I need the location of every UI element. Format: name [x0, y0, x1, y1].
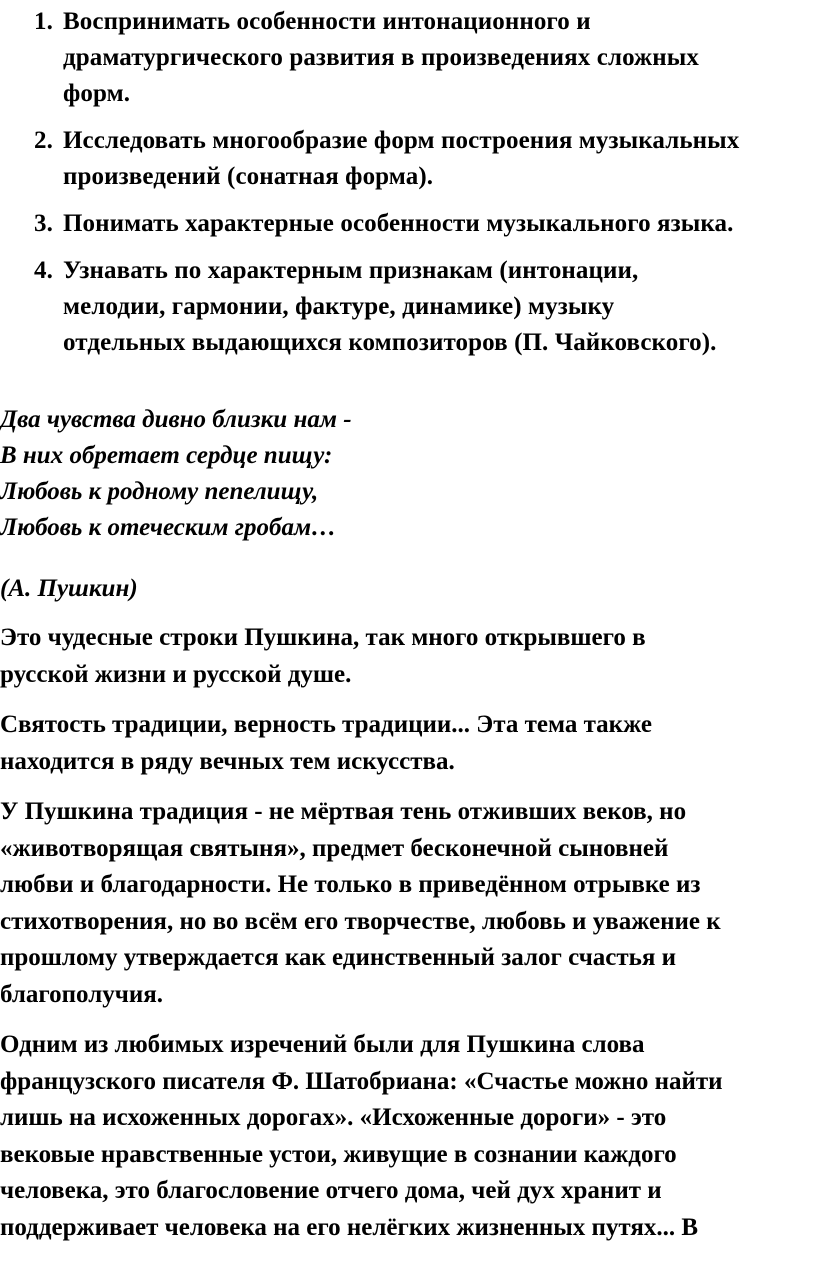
goal-number: 2. — [34, 127, 53, 154]
goal-item-4 — [0, 253, 816, 361]
paragraph-1 — [0, 620, 816, 693]
goal-item-3 — [0, 206, 816, 242]
goal-line: форм. — [63, 80, 131, 107]
poem-line: В них обретает сердце пищу: — [0, 442, 333, 469]
paragraph-4 — [0, 1027, 816, 1246]
goal-line: произведений (сонатная форма). — [63, 163, 434, 190]
poem-quote — [0, 402, 816, 546]
poem-line: Два чувства дивно близки нам - — [0, 406, 352, 433]
paragraph-line: стихотворения, но во всём его творчестве, любовь и уважение к — [0, 907, 721, 935]
paragraph-line: любви и благодарности. Не только в приведённом отрывке из — [0, 871, 701, 898]
goals-list — [0, 4, 816, 372]
paragraph-line: русской жизни и русской душе. — [0, 660, 352, 688]
paragraph-line: человека, это благословение отчего дома, чей дух хранит и — [0, 1177, 662, 1204]
goal-line: Воспринимать особенности интонационного и — [63, 8, 591, 35]
paragraph-line: поддерживает человека на его нелёгких жизненных путях... В — [0, 1213, 699, 1241]
paragraph-line: вековые нравственные устои, живущие в сознании каждого — [0, 1140, 677, 1168]
paragraph-line: Святость традиции, верность традиции... Эта тема также — [0, 711, 652, 738]
goal-line: Исследовать многообразие форм построения музыкальных — [63, 127, 740, 154]
paragraph-line: находится в ряду вечных тем искусства. — [0, 747, 455, 775]
goal-line: отдельных выдающихся композиторов (П. Чайковского). — [63, 329, 717, 356]
paragraph-line: Одним из любимых изречений были для Пушкина слова — [0, 1031, 645, 1058]
goal-line: Узнавать по характерным признакам (интонации, — [63, 257, 639, 284]
goal-line: Понимать характерные особенности музыкального языка. — [63, 210, 734, 237]
paragraph-line: благополучия. — [0, 980, 164, 1008]
paragraph-2 — [0, 707, 816, 780]
goal-number: 1. — [34, 8, 53, 35]
goal-number: 3. — [34, 210, 53, 237]
paragraph-line: французского писателя Ф. Шатобриана: «Счастье можно найти — [0, 1067, 723, 1095]
poem-line: Любовь к родному пепелищу, — [0, 478, 319, 505]
poem-author: (А. Пушкин) — [0, 575, 138, 602]
poem-line: Любовь к отеческим гробам… — [0, 514, 337, 541]
goal-item-2 — [0, 123, 816, 195]
body-text — [0, 620, 816, 1260]
paragraph-line: «животворящая святыня», предмет бесконечной сыновней — [0, 834, 669, 862]
goal-number: 4. — [34, 257, 53, 284]
goal-line: драматургического развития в произведениях сложных — [63, 44, 699, 71]
paragraph-line: Это чудесные строки Пушкина, так много открывшего в — [0, 624, 646, 651]
paragraph-line: лишь на исхоженных дорогах». «Исхоженные дороги» - это — [0, 1104, 667, 1131]
paragraph-3 — [0, 794, 816, 1013]
goal-line: мелодии, гармонии, фактуре, динамике) музыку — [63, 293, 615, 320]
paragraph-line: прошлому утверждается как единственный залог счастья и — [0, 944, 677, 971]
paragraph-line: У Пушкина традиция - не мёртвая тень отживших веков, но — [0, 798, 687, 825]
goal-item-1 — [0, 4, 816, 112]
